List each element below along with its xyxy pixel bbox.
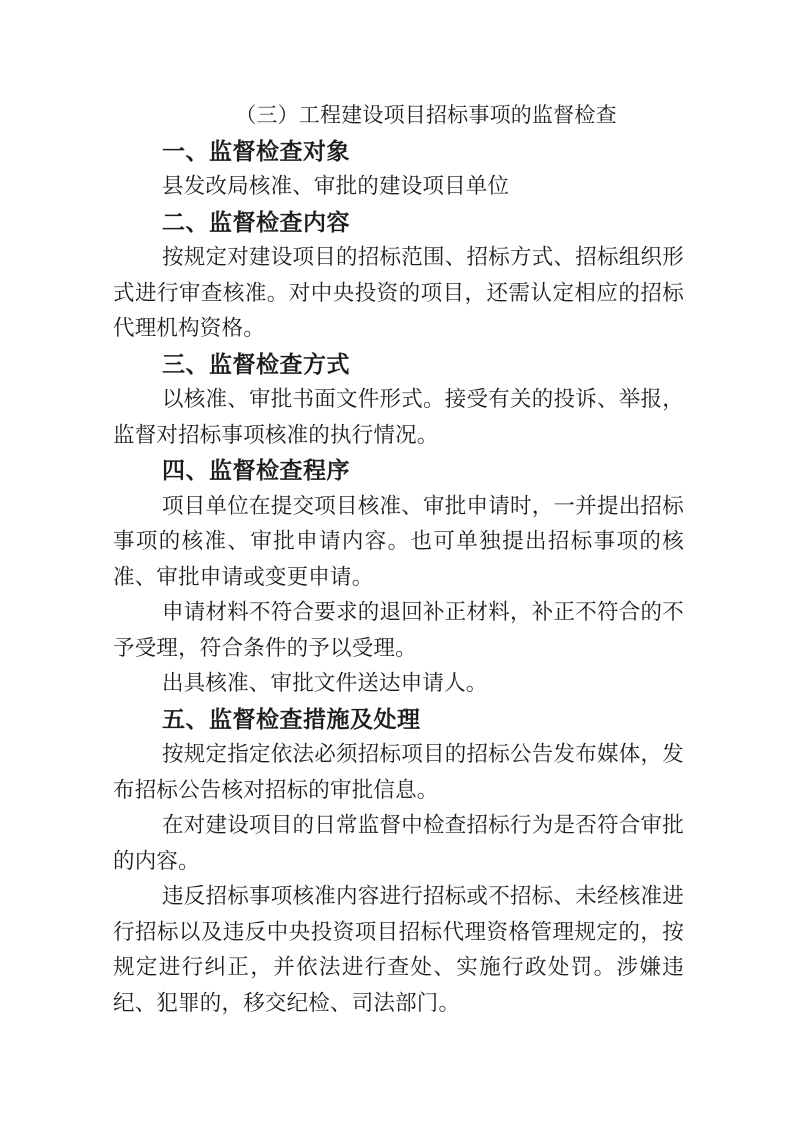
- paragraph: 按规定对建设项目的招标范围、招标方式、招标组织形式进行审查核准。对中央投资的项目，还需认定相应的招标代理机构资格。: [113, 245, 684, 340]
- paragraph: 申请材料不符合要求的退回补正材料，补正不符合的不予受理，符合条件的予以受理。: [113, 600, 684, 660]
- section-heading-supervision-method: 三、监督检查方式: [162, 350, 350, 377]
- section-heading-supervision-procedure: 四、监督检查程序: [162, 457, 350, 483]
- paragraph: 县发改局核准、审批的建设项目单位: [162, 174, 510, 198]
- section-heading-supervision-measures: 五、监督检查措施及处理: [162, 705, 421, 732]
- document-title: （三）工程建设项目招标事项的监督检查: [235, 103, 617, 127]
- section-heading-supervision-content: 二、监督检查内容: [162, 208, 350, 235]
- section-heading-supervision-target: 一、监督检查对象: [162, 137, 350, 164]
- paragraph: 违反招标事项核准内容进行招标或不招标、未经核准进行招标以及违反中央投资项目招标代理资格管理规定的，按规定进行纠正，并依法进行查处、实施行政处罚。涉嫌违纪、犯罪的，移交纪检、司法部门。: [113, 884, 684, 1015]
- paragraph: 按规定指定依法必须招标项目的招标公告发布媒体，发布招标公告核对招标的审批信息。: [113, 742, 684, 802]
- paragraph: 在对建设项目的日常监督中检查招标行为是否符合审批的内容。: [113, 813, 684, 873]
- paragraph: 出具核准、审批文件送达申请人。: [162, 671, 488, 695]
- document-content: [113, 98, 684, 1021]
- paragraph: 项目单位在提交项目核准、审批申请时，一并提出招标事项的核准、审批申请内容。也可单独提出招标事项的核准、审批申请或变更申请。: [113, 493, 684, 589]
- paragraph: 以核准、审批书面文件形式。接受有关的投诉、举报，监督对招标事项核准的执行情况。: [113, 387, 684, 447]
